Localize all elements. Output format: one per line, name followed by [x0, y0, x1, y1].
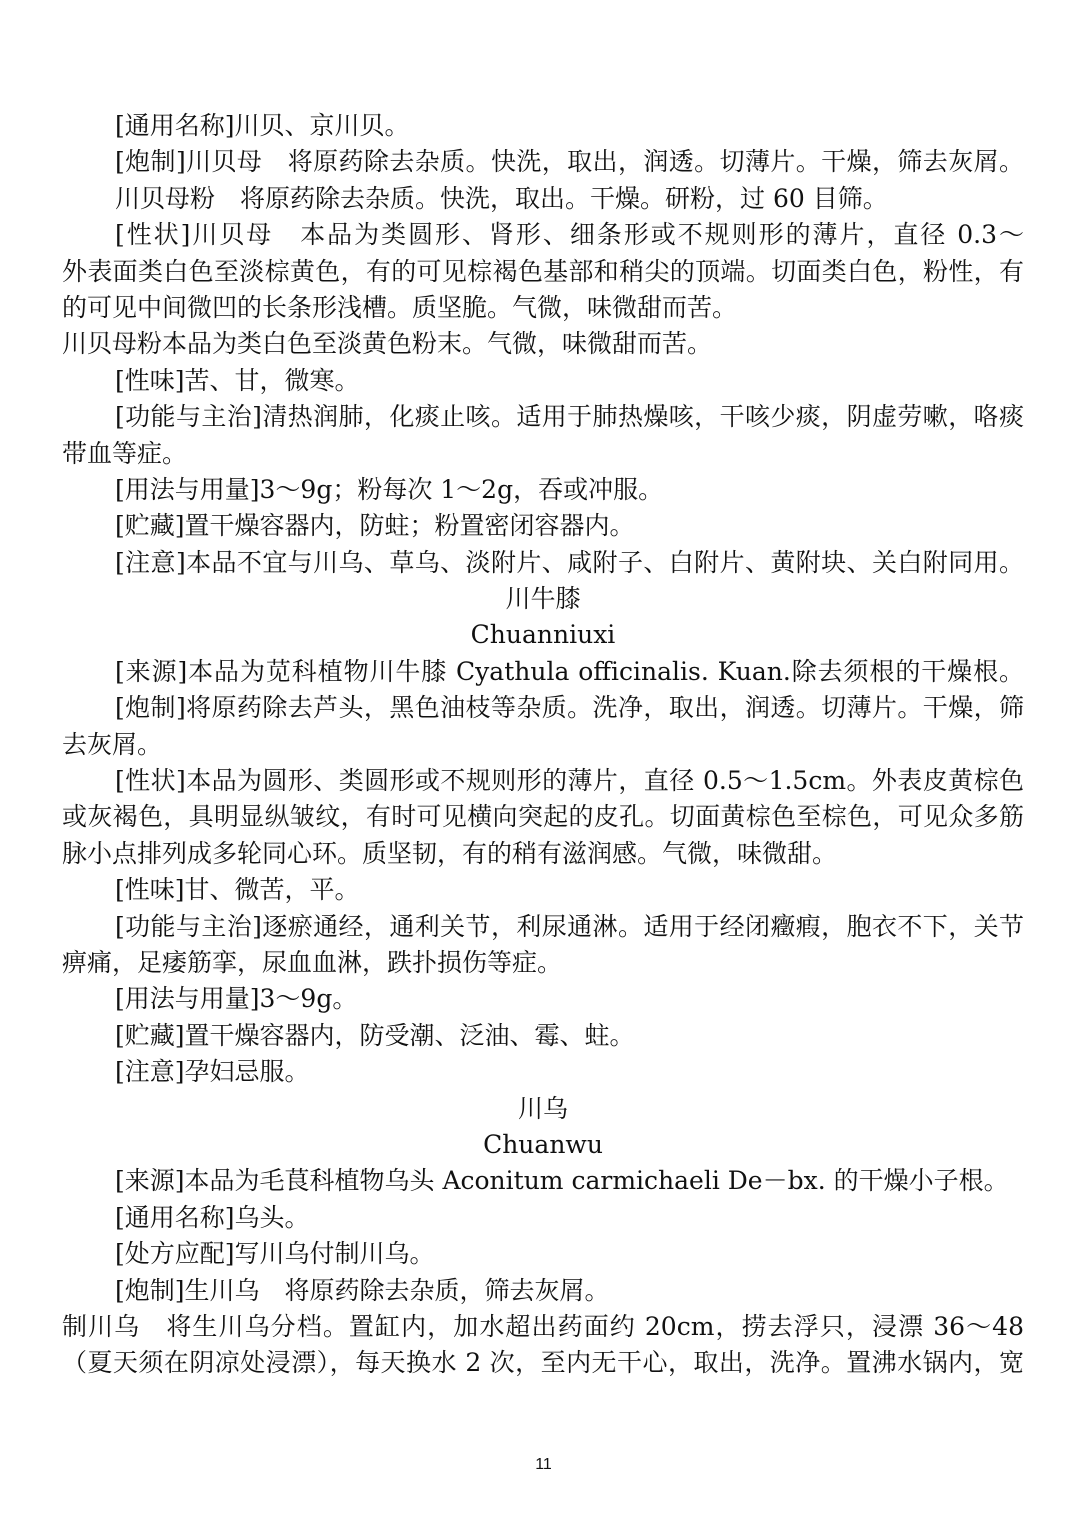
text-line: [性状]本品为圆形、类圆形或不规则形的薄片，直径 0.5～1.5cm。外表皮黄棕色	[115, 766, 1024, 796]
text-line: [功能与主治]逐瘀通经，通利关节，利尿通淋。适用于经闭癥瘕，胞衣不下，关节	[115, 911, 1024, 941]
text-line: [性味]苦、甘，微寒。	[115, 365, 360, 395]
text-line: [炮制]将原药除去芦头，黑色油枝等杂质。洗净，取出，润透。切薄片。干燥，筛	[115, 693, 1024, 723]
text-line: [用法与用量]3～9g。	[115, 984, 358, 1014]
document-body	[62, 108, 1024, 1382]
text-line: [来源]本品为毛茛科植物乌头 Aconitum carmichaeli De－bx. 的干燥小子根。	[115, 1166, 1009, 1196]
text-line: [贮藏]置干燥容器内，防受潮、泛油、霉、蛀。	[115, 1020, 635, 1050]
text-line: [贮藏]置干燥容器内，防蛀；粉置密闭容器内。	[115, 511, 635, 541]
entry-pinyin: Chuanniuxi	[470, 620, 616, 650]
text-line: 制川乌 将生川乌分档。置缸内，加水超出药面约 20cm，捞去浮只，浸漂 36～48	[62, 1311, 1024, 1341]
entry-pinyin: Chuanwu	[483, 1129, 603, 1159]
text-line: 带血等症。	[62, 438, 188, 468]
text-line: 或灰褐色，具明显纵皱纹，有时可见横向突起的皮孔。切面黄棕色至棕色，可见众多筋	[62, 802, 1024, 832]
entry-title: 川乌	[517, 1093, 568, 1123]
text-line: 川贝母粉 将原药除去杂质。快洗，取出。干燥。研粉，过 60 目筛。	[115, 183, 888, 213]
text-line: 川贝母粉本品为类白色至淡黄色粉末。气微，味微甜而苦。	[62, 329, 713, 359]
text-line: [通用名称]乌头。	[115, 1202, 310, 1232]
text-line: [通用名称]川贝、京川贝。	[115, 111, 410, 140]
text-line: [炮制]生川乌 将原药除去杂质，筛去灰屑。	[115, 1275, 610, 1305]
text-line: 去灰屑。	[62, 729, 163, 759]
entry-title: 川牛膝	[505, 584, 581, 614]
text-line: [用法与用量]3～9g；粉每次 1～2g，吞或冲服。	[115, 474, 664, 504]
text-line: 外表面类白色至淡棕黄色，有的可见棕褐色基部和稍尖的顶端。切面类白色，粉性，有	[62, 256, 1024, 286]
text-line: [注意]孕妇忌服。	[115, 1057, 310, 1087]
text-line: [性状]川贝母 本品为类圆形、肾形、细条形或不规则形的薄片，直径 0.3～	[115, 220, 1024, 250]
text-line: [处方应配]写川乌付制川乌。	[115, 1239, 435, 1269]
text-line: [炮制]川贝母 将原药除去杂质。快洗，取出，润透。切薄片。干燥，筛去灰屑。	[115, 147, 1024, 177]
text-line: 的可见中间微凹的长条形浅槽。质坚脆。气微，味微甜而苦。	[62, 292, 738, 322]
text-line: [性味]甘、微苦，平。	[115, 875, 360, 905]
text-line: （夏天须在阴凉处浸漂），每天换水 2 次，至内无干心，取出，洗净。置沸水锅内，宽	[62, 1348, 1024, 1378]
page-number: 11	[535, 1456, 552, 1473]
text-line: 脉小点排列成多轮同心环。质坚韧，有的稍有滋润感。气微，味微甜。	[62, 838, 838, 868]
text-line: [注意]本品不宜与川乌、草乌、淡附片、咸附子、白附片、黄附块、关白附同用。	[115, 547, 1024, 577]
text-line: [来源]本品为苋科植物川牛膝 Cyathula officinalis. Kuan.除去须根的干燥根。	[115, 656, 1024, 686]
text-line: 痹痛，足痿筋挛，尿血血淋，跌扑损伤等症。	[62, 947, 563, 977]
text-line: [功能与主治]清热润肺，化痰止咳。适用于肺热燥咳，干咳少痰，阴虚劳嗽，咯痰	[115, 402, 1024, 432]
